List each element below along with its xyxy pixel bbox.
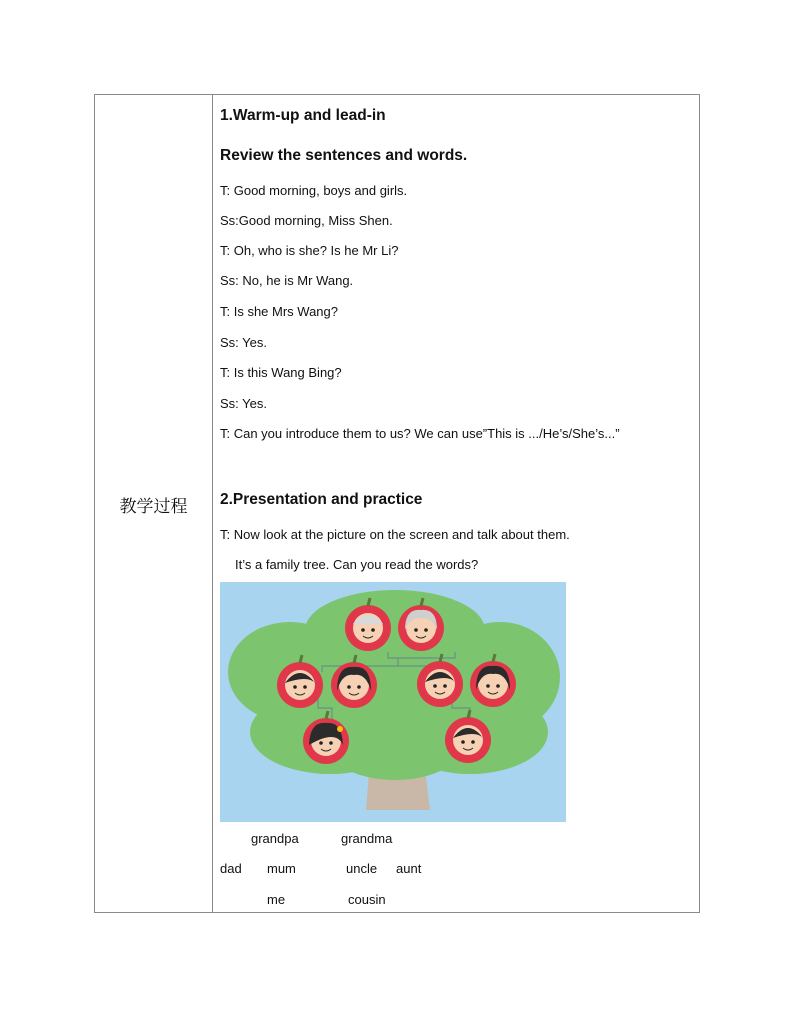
word-mum: mum (267, 861, 296, 876)
section1-title: 1.Warm-up and lead-in (220, 107, 386, 124)
word-uncle: uncle (346, 861, 378, 876)
word-dad: dad (220, 861, 242, 876)
row-label: 教学过程 (119, 497, 188, 517)
dialogue-line: Ss:Good morning, Miss Shen. (220, 213, 393, 228)
dialogue-line: T: Is she Mrs Wang? (220, 304, 338, 319)
word-cousin: cousin (348, 892, 386, 907)
lesson-table (94, 94, 700, 913)
section1-subtitle: Review the sentences and words. (220, 147, 468, 164)
dialogue-line: Ss: Yes. (220, 335, 267, 350)
dialogue-line: T: Can you introduce them to us? We can use”This is .../He’s/She’s...” (220, 426, 620, 441)
dialogue-line: Ss: Yes. (220, 396, 267, 411)
word-me: me (267, 892, 286, 907)
word-grandpa: grandpa (251, 831, 299, 846)
dialogue-line: T: Oh, who is she? Is he Mr Li? (220, 243, 399, 258)
dialogue-line: T: Is this Wang Bing? (220, 365, 342, 380)
section2-title: 2.Presentation and practice (220, 491, 423, 508)
dialogue-line: T: Good morning, boys and girls. (220, 183, 408, 198)
dialogue-line: Ss: No, he is Mr Wang. (220, 273, 354, 288)
word-aunt: aunt (396, 861, 422, 876)
column-divider (212, 95, 213, 912)
dialogue-line: It’s a family tree. Can you read the words? (235, 557, 479, 572)
family-tree-picture (220, 582, 566, 822)
word-grandma: grandma (341, 831, 393, 846)
dialogue-line: T: Now look at the picture on the screen and talk about them. (220, 527, 570, 542)
